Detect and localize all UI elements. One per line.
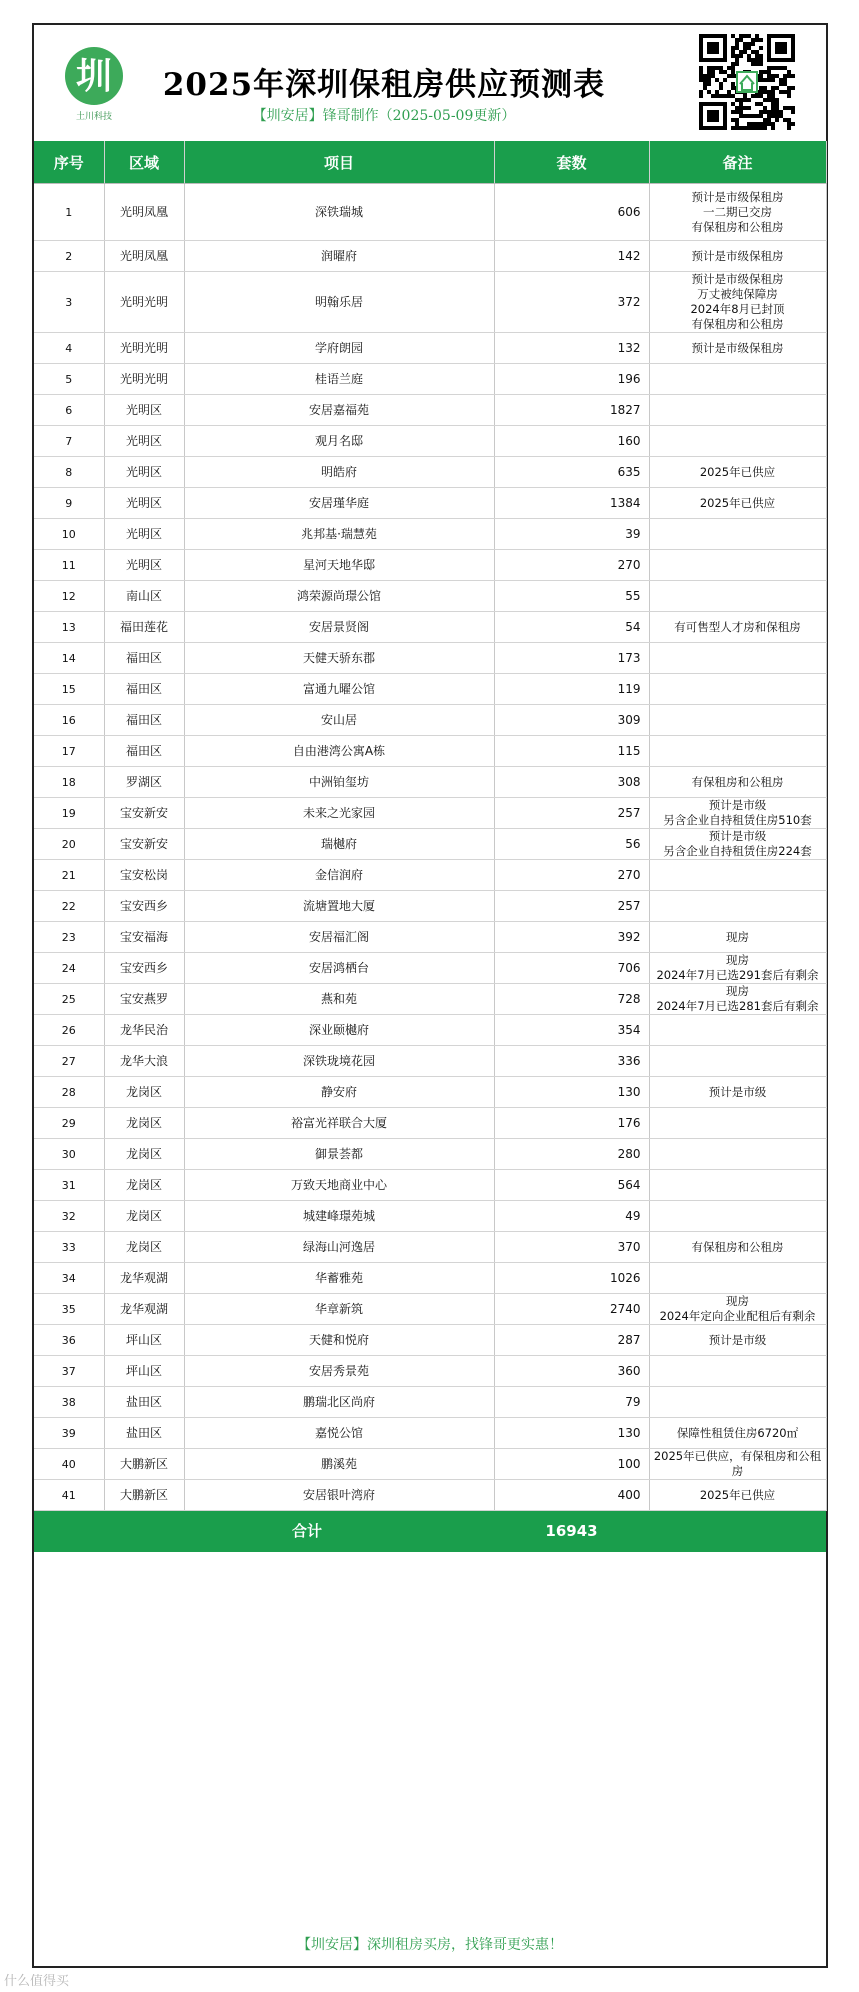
- cell-units: 100: [494, 1449, 649, 1480]
- cell-area: 光明区: [104, 488, 184, 519]
- cell-area: 盐田区: [104, 1387, 184, 1418]
- sheet: [32, 23, 828, 1968]
- cell-units: 728: [494, 984, 649, 1015]
- cell-project: 富通九曜公馆: [184, 674, 494, 705]
- cell-project: 学府朗园: [184, 333, 494, 364]
- cell-note: [649, 272, 826, 333]
- note-line: 2025年已供应: [699, 464, 776, 479]
- cell-no: 15: [34, 674, 104, 705]
- note-line: 有保租房和公租房: [691, 1239, 784, 1254]
- table-row: [34, 1232, 826, 1263]
- cell-project: 安居景贤阁: [184, 612, 494, 643]
- cell-project: 安居瑾华庭: [184, 488, 494, 519]
- note-line: 预计是市级保租房: [691, 272, 784, 286]
- table-row: [34, 1356, 826, 1387]
- cell-no: 32: [34, 1201, 104, 1232]
- note-line: 预计是市级保租房: [691, 189, 784, 204]
- cell-area: 宝安燕罗: [104, 984, 184, 1015]
- cell-project: 中洲铂玺坊: [184, 767, 494, 798]
- cell-no: 9: [34, 488, 104, 519]
- cell-note: [649, 1325, 826, 1356]
- cell-units: 606: [494, 184, 649, 241]
- table-row: [34, 860, 826, 891]
- cell-units: 400: [494, 1480, 649, 1511]
- cell-note: [649, 1139, 826, 1170]
- cell-project: 华章新筑: [184, 1294, 494, 1325]
- table-row: [34, 643, 826, 674]
- cell-area: 宝安西乡: [104, 891, 184, 922]
- cell-no: 33: [34, 1232, 104, 1263]
- note-line: 预计是市级保租房: [691, 340, 784, 355]
- cell-project: 嘉悦公馆: [184, 1418, 494, 1449]
- note-line: 另含企业自持租赁住房510套: [663, 813, 812, 827]
- cell-note: [649, 736, 826, 767]
- note-line: 有保租房和公租房: [691, 317, 784, 331]
- cell-note: [649, 1294, 826, 1325]
- cell-units: 55: [494, 581, 649, 612]
- watermark: 什么值得买: [4, 1974, 70, 1989]
- cell-units: 54: [494, 612, 649, 643]
- table-header-row: [34, 141, 826, 184]
- note-line: 有保租房和公租房: [691, 219, 784, 234]
- cell-units: 270: [494, 860, 649, 891]
- table-row: [34, 953, 826, 984]
- cell-no: 18: [34, 767, 104, 798]
- cell-project: 深铁瑞城: [184, 184, 494, 241]
- cell-area: 龙岗区: [104, 1077, 184, 1108]
- note-line: 预计是市级: [708, 829, 767, 843]
- cell-units: 392: [494, 922, 649, 953]
- cell-area: 宝安西乡: [104, 953, 184, 984]
- cell-area: 大鹏新区: [104, 1449, 184, 1480]
- total-row: [34, 1511, 826, 1552]
- cell-area: 福田区: [104, 705, 184, 736]
- cell-note: [649, 1387, 826, 1418]
- cell-area: 龙岗区: [104, 1108, 184, 1139]
- cell-no: 24: [34, 953, 104, 984]
- table-row: [34, 1139, 826, 1170]
- table-row: [34, 1263, 826, 1294]
- cell-no: 31: [34, 1170, 104, 1201]
- cell-area: 福田区: [104, 736, 184, 767]
- cell-no: 30: [34, 1139, 104, 1170]
- note-line: 预计是市级: [708, 1084, 767, 1099]
- cell-note: [649, 1263, 826, 1294]
- cell-no: 5: [34, 364, 104, 395]
- qr-code-icon: [699, 34, 795, 130]
- cell-area: 宝安松岗: [104, 860, 184, 891]
- table-row: [34, 184, 826, 241]
- cell-area: 盐田区: [104, 1418, 184, 1449]
- supply-table: [34, 141, 827, 1552]
- cell-no: 27: [34, 1046, 104, 1077]
- cell-area: 宝安新安: [104, 798, 184, 829]
- cell-units: 1384: [494, 488, 649, 519]
- note-line: 另含企业自持租赁住房224套: [663, 844, 812, 858]
- cell-area: 龙岗区: [104, 1139, 184, 1170]
- table-row: [34, 519, 826, 550]
- table-row: [34, 829, 826, 860]
- cell-note: [649, 488, 826, 519]
- table-row: [34, 241, 826, 272]
- cell-project: 金信润府: [184, 860, 494, 891]
- table-row: [34, 674, 826, 705]
- table-row: [34, 1387, 826, 1418]
- table-row: [34, 364, 826, 395]
- cell-project: 安居福汇阁: [184, 922, 494, 953]
- cell-no: 22: [34, 891, 104, 922]
- table-row: [34, 488, 826, 519]
- cell-units: 39: [494, 519, 649, 550]
- table-row: [34, 1170, 826, 1201]
- table-row: [34, 705, 826, 736]
- cell-units: 196: [494, 364, 649, 395]
- cell-project: 安居秀景苑: [184, 1356, 494, 1387]
- cell-note: [649, 184, 826, 241]
- cell-area: 光明区: [104, 395, 184, 426]
- cell-note: [649, 1449, 826, 1480]
- logo-icon: 圳: [65, 47, 123, 105]
- cell-units: 49: [494, 1201, 649, 1232]
- cell-area: 坪山区: [104, 1356, 184, 1387]
- cell-area: 光明光明: [104, 364, 184, 395]
- cell-no: 10: [34, 519, 104, 550]
- note-line: 一二期已交房: [703, 204, 772, 219]
- table-row: [34, 272, 826, 333]
- cell-units: 706: [494, 953, 649, 984]
- table-row: [34, 1480, 826, 1511]
- cell-project: 鸿荣源尚璟公馆: [184, 581, 494, 612]
- cell-note: [649, 922, 826, 953]
- cell-no: 26: [34, 1015, 104, 1046]
- cell-note: [649, 1356, 826, 1387]
- cell-no: 12: [34, 581, 104, 612]
- cell-project: 燕和苑: [184, 984, 494, 1015]
- cell-no: 2: [34, 241, 104, 272]
- cell-units: 257: [494, 798, 649, 829]
- cell-no: 20: [34, 829, 104, 860]
- cell-no: 39: [34, 1418, 104, 1449]
- cell-project: 鹏瑞北区尚府: [184, 1387, 494, 1418]
- note-line: 预计是市级保租房: [691, 248, 784, 263]
- cell-project: 星河天地华邸: [184, 550, 494, 581]
- cell-units: 56: [494, 829, 649, 860]
- cell-units: 160: [494, 426, 649, 457]
- table-row: [34, 798, 826, 829]
- cell-units: 119: [494, 674, 649, 705]
- cell-no: 4: [34, 333, 104, 364]
- cell-note: [649, 1046, 826, 1077]
- logo-brand: 土川科技: [75, 112, 112, 122]
- col-header-project: 项目: [184, 141, 494, 184]
- cell-units: 354: [494, 1015, 649, 1046]
- total-units: 16943: [494, 1511, 649, 1552]
- cell-note: [649, 1232, 826, 1263]
- cell-note: [649, 798, 826, 829]
- cell-no: 25: [34, 984, 104, 1015]
- cell-area: 大鹏新区: [104, 1480, 184, 1511]
- cell-no: 36: [34, 1325, 104, 1356]
- cell-units: 257: [494, 891, 649, 922]
- cell-area: 光明凤凰: [104, 241, 184, 272]
- note-line: 现房: [726, 984, 749, 998]
- cell-area: 福田区: [104, 674, 184, 705]
- cell-area: 龙华大浪: [104, 1046, 184, 1077]
- cell-project: 万致天地商业中心: [184, 1170, 494, 1201]
- cell-units: 635: [494, 457, 649, 488]
- cell-project: 绿海山河逸居: [184, 1232, 494, 1263]
- cell-note: [649, 612, 826, 643]
- cell-project: 深业颐樾府: [184, 1015, 494, 1046]
- cell-no: 21: [34, 860, 104, 891]
- cell-units: 287: [494, 1325, 649, 1356]
- cell-note: [649, 1480, 826, 1511]
- header: [34, 25, 826, 141]
- cell-note: [649, 829, 826, 860]
- cell-area: 南山区: [104, 581, 184, 612]
- cell-no: 1: [34, 184, 104, 241]
- cell-no: 17: [34, 736, 104, 767]
- note-line: 2024年8月已封顶: [690, 302, 785, 316]
- cell-note: [649, 1418, 826, 1449]
- table-row: [34, 1077, 826, 1108]
- cell-note: [649, 860, 826, 891]
- cell-note: [649, 643, 826, 674]
- footer-slogan: 【圳安居】深圳租房买房，找锋哥更实惠！: [297, 1937, 563, 1953]
- cell-no: 28: [34, 1077, 104, 1108]
- note-line: 预计是市级: [708, 798, 767, 812]
- cell-no: 7: [34, 426, 104, 457]
- cell-note: [649, 426, 826, 457]
- table-row: [34, 1108, 826, 1139]
- cell-project: 桂语兰庭: [184, 364, 494, 395]
- cell-no: 34: [34, 1263, 104, 1294]
- page-subtitle: 【圳安居】锋哥制作（2025-05-09更新）: [252, 108, 516, 124]
- cell-note: [649, 1108, 826, 1139]
- cell-project: 深铁珑境花园: [184, 1046, 494, 1077]
- table-row: [34, 457, 826, 488]
- cell-project: 明翰乐居: [184, 272, 494, 333]
- cell-project: 鹏溪苑: [184, 1449, 494, 1480]
- cell-project: 观月名邸: [184, 426, 494, 457]
- cell-no: 38: [34, 1387, 104, 1418]
- cell-no: 8: [34, 457, 104, 488]
- cell-project: 未来之光家园: [184, 798, 494, 829]
- cell-project: 兆邦基·瑞慧苑: [184, 519, 494, 550]
- cell-units: 372: [494, 272, 649, 333]
- cell-note: [649, 364, 826, 395]
- cell-project: 润曜府: [184, 241, 494, 272]
- cell-units: 270: [494, 550, 649, 581]
- cell-note: [649, 1015, 826, 1046]
- cell-project: 安居鸿栖台: [184, 953, 494, 984]
- cell-project: 裕富光祥联合大厦: [184, 1108, 494, 1139]
- cell-project: 自由港湾公寓A栋: [184, 736, 494, 767]
- col-header-no: 序号: [34, 141, 104, 184]
- cell-area: 光明光明: [104, 272, 184, 333]
- cell-no: 16: [34, 705, 104, 736]
- cell-note: [649, 333, 826, 364]
- cell-area: 龙华民治: [104, 1015, 184, 1046]
- note-line: 万丈被纯保障房: [697, 287, 778, 301]
- table-row: [34, 1046, 826, 1077]
- cell-units: 308: [494, 767, 649, 798]
- cell-area: 坪山区: [104, 1325, 184, 1356]
- cell-note: [649, 1077, 826, 1108]
- cell-area: 福田莲花: [104, 612, 184, 643]
- cell-no: 40: [34, 1449, 104, 1480]
- cell-project: 天健天骄东郡: [184, 643, 494, 674]
- cell-no: 23: [34, 922, 104, 953]
- cell-no: 3: [34, 272, 104, 333]
- table-row: [34, 1015, 826, 1046]
- cell-units: 336: [494, 1046, 649, 1077]
- cell-units: 173: [494, 643, 649, 674]
- col-header-note: 备注: [649, 141, 826, 184]
- cell-project: 安山居: [184, 705, 494, 736]
- total-label: 合计: [34, 1511, 494, 1552]
- table-row: [34, 581, 826, 612]
- table-body: [34, 184, 826, 1511]
- total-note: [649, 1511, 826, 1552]
- cell-units: 79: [494, 1387, 649, 1418]
- cell-units: 2740: [494, 1294, 649, 1325]
- note-line: 预计是市级: [708, 1332, 767, 1347]
- cell-project: 瑞樾府: [184, 829, 494, 860]
- table-row: [34, 767, 826, 798]
- cell-units: 564: [494, 1170, 649, 1201]
- table-row: [34, 395, 826, 426]
- note-line: 现房: [726, 953, 749, 967]
- note-line: 2024年7月已选291套后有剩余: [656, 968, 819, 982]
- note-line: 有可售型人才房和保租房: [674, 619, 801, 634]
- cell-units: 370: [494, 1232, 649, 1263]
- table-row: [34, 1418, 826, 1449]
- table-row: [34, 891, 826, 922]
- table-row: [34, 736, 826, 767]
- cell-no: 19: [34, 798, 104, 829]
- cell-units: 309: [494, 705, 649, 736]
- cell-area: 龙华观湖: [104, 1263, 184, 1294]
- cell-note: [649, 581, 826, 612]
- cell-area: 龙岗区: [104, 1232, 184, 1263]
- cell-note: [649, 550, 826, 581]
- cell-no: 29: [34, 1108, 104, 1139]
- cell-area: 宝安新安: [104, 829, 184, 860]
- note-line: 有保租房和公租房: [691, 774, 784, 789]
- cell-units: 142: [494, 241, 649, 272]
- table-row: [34, 550, 826, 581]
- cell-units: 280: [494, 1139, 649, 1170]
- cell-project: 天健和悦府: [184, 1325, 494, 1356]
- col-header-units: 套数: [494, 141, 649, 184]
- cell-note: [649, 457, 826, 488]
- cell-area: 光明凤凰: [104, 184, 184, 241]
- cell-no: 41: [34, 1480, 104, 1511]
- note-line: 2024年定向企业配租后有剩余: [659, 1309, 816, 1323]
- cell-no: 13: [34, 612, 104, 643]
- table-row: [34, 1325, 826, 1356]
- cell-note: [649, 1170, 826, 1201]
- cell-area: 罗湖区: [104, 767, 184, 798]
- cell-units: 1827: [494, 395, 649, 426]
- cell-note: [649, 519, 826, 550]
- cell-area: 宝安福海: [104, 922, 184, 953]
- cell-note: [649, 241, 826, 272]
- cell-area: 光明区: [104, 550, 184, 581]
- cell-units: 130: [494, 1077, 649, 1108]
- cell-note: [649, 674, 826, 705]
- note-line: 2025年已供应，有保租房和公租房: [653, 1449, 822, 1478]
- table-row: [34, 1294, 826, 1325]
- cell-no: 35: [34, 1294, 104, 1325]
- cell-units: 130: [494, 1418, 649, 1449]
- cell-units: 1026: [494, 1263, 649, 1294]
- cell-no: 37: [34, 1356, 104, 1387]
- cell-units: 132: [494, 333, 649, 364]
- cell-project: 华蓄雅苑: [184, 1263, 494, 1294]
- cell-units: 360: [494, 1356, 649, 1387]
- col-header-area: 区域: [104, 141, 184, 184]
- note-line: 2025年已供应: [699, 1487, 776, 1502]
- cell-no: 11: [34, 550, 104, 581]
- cell-note: [649, 891, 826, 922]
- page-title: 2025年深圳保租房供应预测表: [162, 67, 606, 103]
- cell-area: 光明区: [104, 457, 184, 488]
- cell-project: 城建峰璟苑城: [184, 1201, 494, 1232]
- cell-no: 6: [34, 395, 104, 426]
- cell-area: 福田区: [104, 643, 184, 674]
- cell-no: 14: [34, 643, 104, 674]
- table-row: [34, 333, 826, 364]
- cell-note: [649, 953, 826, 984]
- cell-project: 安居银叶湾府: [184, 1480, 494, 1511]
- cell-note: [649, 984, 826, 1015]
- cell-note: [649, 395, 826, 426]
- cell-project: 安居嘉福苑: [184, 395, 494, 426]
- cell-project: 流塘置地大厦: [184, 891, 494, 922]
- cell-units: 115: [494, 736, 649, 767]
- cell-area: 龙岗区: [104, 1170, 184, 1201]
- cell-area: 光明区: [104, 519, 184, 550]
- logo: [64, 47, 124, 125]
- table-row: [34, 1201, 826, 1232]
- table-row: [34, 1449, 826, 1480]
- note-line: 现房: [726, 929, 749, 944]
- note-line: 保障性租赁住房6720㎡: [676, 1425, 799, 1440]
- cell-project: 御景荟都: [184, 1139, 494, 1170]
- cell-project: 明皓府: [184, 457, 494, 488]
- note-line: 现房: [726, 1294, 749, 1308]
- table-row: [34, 922, 826, 953]
- note-line: 2025年已供应: [699, 495, 776, 510]
- cell-area: 光明区: [104, 426, 184, 457]
- cell-area: 光明光明: [104, 333, 184, 364]
- table-row: [34, 984, 826, 1015]
- cell-note: [649, 767, 826, 798]
- table-row: [34, 612, 826, 643]
- cell-area: 龙华观湖: [104, 1294, 184, 1325]
- cell-note: [649, 705, 826, 736]
- table-row: [34, 426, 826, 457]
- cell-units: 176: [494, 1108, 649, 1139]
- cell-note: [649, 1201, 826, 1232]
- note-line: 2024年7月已选281套后有剩余: [656, 999, 819, 1013]
- cell-area: 龙岗区: [104, 1201, 184, 1232]
- cell-project: 静安府: [184, 1077, 494, 1108]
